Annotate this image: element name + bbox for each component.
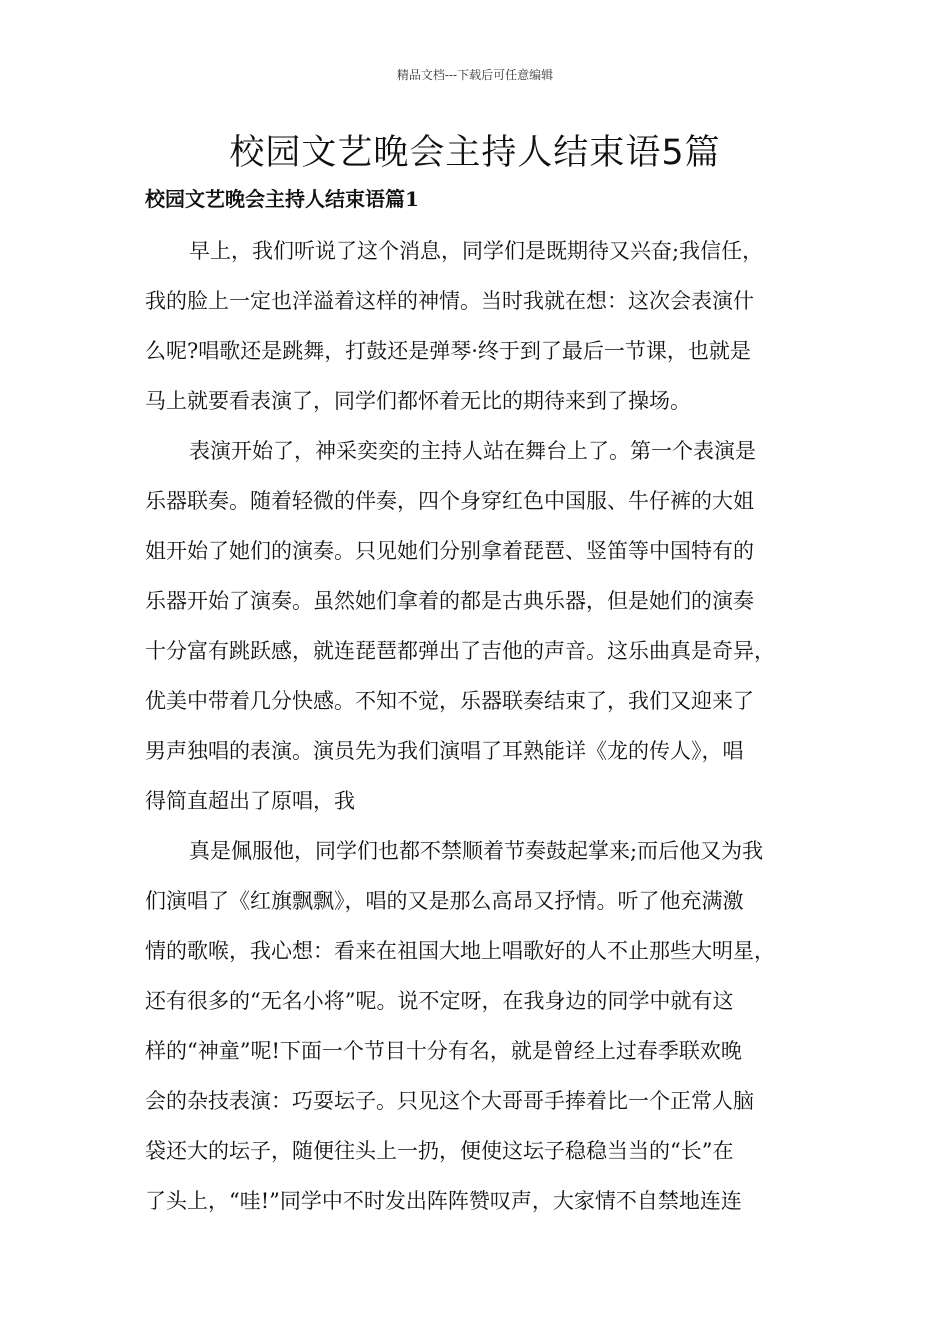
paragraph-line: 优美中带着几分快感。不知不觉，乐器联奏结束了，我们又迎来了 bbox=[145, 689, 754, 713]
paragraph-line: 袋还大的坛子，随便往头上一扔，便使这坛子稳稳当当的“长”在 bbox=[145, 1139, 734, 1163]
paragraph-line: 会的杂技表演：巧耍坛子。只见这个大哥哥手捧着比一个正常人脑 bbox=[145, 1089, 754, 1113]
paragraph-line: 早上，我们听说了这个消息，同学们是既期待又兴奋;我信任， bbox=[189, 239, 764, 263]
header-note: 精品文档---下载后可任意编辑 bbox=[396, 68, 554, 82]
paragraph-line: 得简直超出了原唱，我 bbox=[145, 789, 355, 813]
document-title: 校园文艺晚会主持人结束语5篇 bbox=[229, 133, 721, 173]
paragraph-line: 我的脸上一定也洋溢着这样的神情。当时我就在想：这次会表演什 bbox=[145, 289, 754, 313]
paragraph-line: 们演唱了《红旗飘飘》，唱的又是那么高昂又抒情。听了他充满激 bbox=[145, 889, 744, 913]
paragraph-line: 真是佩服他，同学们也都不禁顺着节奏鼓起掌来;而后他又为我 bbox=[189, 839, 764, 863]
paragraph-line: 马上就要看表演了，同学们都怀着无比的期待来到了操场。 bbox=[145, 389, 691, 413]
paragraph-line: 姐开始了她们的演奏。只见她们分别拿着琵琶、竖笛等中国特有的 bbox=[145, 539, 754, 563]
paragraph-line: 样的“神童”呢!下面一个节目十分有名，就是曾经上过春季联欢晚 bbox=[145, 1039, 742, 1063]
paragraph-line: 乐器联奏。随着轻微的伴奏，四个身穿红色中国服、牛仔裤的大姐 bbox=[145, 489, 754, 513]
paragraph-line: 么呢?唱歌还是跳舞，打鼓还是弹琴·终于到了最后一节课，也就是 bbox=[145, 339, 751, 363]
paragraph-line: 乐器开始了演奏。虽然她们拿着的都是古典乐器，但是她们的演奏 bbox=[145, 589, 754, 613]
paragraph-line: 还有很多的“无名小将”呢。说不定呀，在我身边的同学中就有这 bbox=[145, 989, 734, 1013]
paragraph-line: 表演开始了，神采奕奕的主持人站在舞台上了。第一个表演是 bbox=[189, 439, 756, 463]
paragraph-line: 十分富有跳跃感，就连琵琶都弹出了吉他的声音。这乐曲真是奇异， bbox=[145, 639, 775, 663]
section-heading: 校园文艺晚会主持人结束语篇1 bbox=[145, 187, 419, 211]
paragraph-line: 情的歌喉，我心想：看来在祖国大地上唱歌好的人不止那些大明星， bbox=[145, 939, 775, 963]
paragraph-line: 了头上，“哇!”同学中不时发出阵阵赞叹声，大家情不自禁地连连 bbox=[145, 1189, 742, 1213]
paragraph-line: 男声独唱的表演。演员先为我们演唱了耳熟能详《龙的传人》，唱 bbox=[145, 739, 744, 763]
document-body bbox=[145, 226, 825, 1226]
